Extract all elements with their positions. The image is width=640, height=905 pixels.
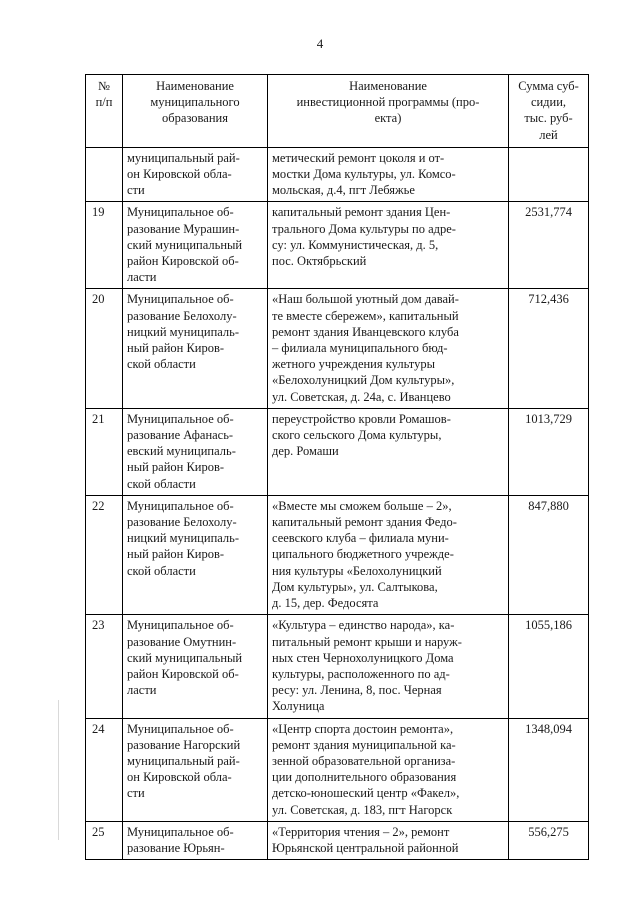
program-name: «Культура – единство народа», ка- питальный ремонт крыши и наруж- ных стен Чернохолуницкого Дома культуры, расположенного по ад- ресу: ул. Ленина, 8, пос. Черная Холуница: [268, 615, 509, 718]
header-subsidy-sum: Сумма суб- сидии, тыс. руб- лей: [509, 75, 589, 148]
header-number: № п/п: [86, 75, 123, 148]
table-row: [86, 718, 589, 821]
investment-programs-table: [85, 74, 589, 860]
municipality-name: Муниципальное об- разование Белохолу- ницкий муниципаль- ный район Киров- ской области: [123, 289, 268, 408]
program-name: метический ремонт цоколя и от- мостки Дома культуры, ул. Комсо- мольская, д.4, пгт Лебяжье: [268, 147, 509, 202]
page-number: 4: [316, 36, 324, 51]
row-number: 24: [86, 718, 123, 821]
municipality-name: Муниципальное об- разование Омутнин- ский муниципальный район Кировской об- ласти: [123, 615, 268, 718]
table-row: [86, 147, 589, 202]
program-name: «Центр спорта достоин ремонта», ремонт здания муниципальной ка- зенной образовательной организа- ции дополнительного образования детско-юношеский центр «Факел», ул. Советская, д. 183, пгт Нагорск: [268, 718, 509, 821]
subsidy-amount: 712,436: [509, 289, 589, 408]
table-row: [86, 202, 589, 289]
program-name: переустройство кровли Ромашов- ского сельского Дома культуры, дер. Ромаши: [268, 408, 509, 495]
program-name: «Вместе мы сможем больше – 2», капитальный ремонт здания Федо- сеевского клуба – филиала муни- ципального бюджетного учрежде- ния культуры «Белохолуницкий Дом культуры», ул. Салтыкова, д. 15, дер. Федосята: [268, 495, 509, 614]
municipality-name: Муниципальное об- разование Белохолу- ницкий муниципаль- ный район Киров- ской области: [123, 495, 268, 614]
row-number: 21: [86, 408, 123, 495]
program-name: капитальный ремонт здания Цен- трального Дома культуры по адре- су: ул. Коммунистическая, д. 5, пос. Октябрьский: [268, 202, 509, 289]
table-row: [86, 289, 589, 408]
row-number: 22: [86, 495, 123, 614]
header-program: Наименование инвестиционной программы (про- екта): [268, 75, 509, 148]
municipality-name: муниципальный рай- он Кировской обла- сти: [123, 147, 268, 202]
table-row: [86, 408, 589, 495]
subsidy-amount: 847,880: [509, 495, 589, 614]
row-number: 20: [86, 289, 123, 408]
subsidy-amount: 2531,774: [509, 202, 589, 289]
municipality-name: Муниципальное об- разование Мурашин- ский муниципальный район Кировской об- ласти: [123, 202, 268, 289]
municipality-name: Муниципальное об- разование Нагорский муниципальный рай- он Кировской обла- сти: [123, 718, 268, 821]
subsidy-amount: 1013,729: [509, 408, 589, 495]
municipality-name: Муниципальное об- разование Афанась- евский муниципаль- ный район Киров- ской области: [123, 408, 268, 495]
program-name: «Территория чтения – 2», ремонт Юрьянской центральной районной: [268, 821, 509, 859]
subsidy-amount: 556,275: [509, 821, 589, 859]
table-row: [86, 821, 589, 859]
program-name: «Наш большой уютный дом давай- те вместе сбережем», капитальный ремонт здания Иванцевского клуба – филиала муниципального бюд- жетного учреждения культуры «Белохолуницкий Дом культуры», ул. Советская, д. 24а, с. Иванцево: [268, 289, 509, 408]
row-number: [86, 147, 123, 202]
subsidy-amount: [509, 147, 589, 202]
row-number: 19: [86, 202, 123, 289]
scan-artifact-line: [58, 700, 59, 840]
subsidy-amount: 1055,186: [509, 615, 589, 718]
header-municipality: Наименование муниципального образования: [123, 75, 268, 148]
subsidy-amount: 1348,094: [509, 718, 589, 821]
table-row: [86, 495, 589, 614]
table-row: [86, 615, 589, 718]
row-number: 25: [86, 821, 123, 859]
row-number: 23: [86, 615, 123, 718]
table-header-row: [86, 75, 589, 148]
municipality-name: Муниципальное об- разование Юрьян-: [123, 821, 268, 859]
